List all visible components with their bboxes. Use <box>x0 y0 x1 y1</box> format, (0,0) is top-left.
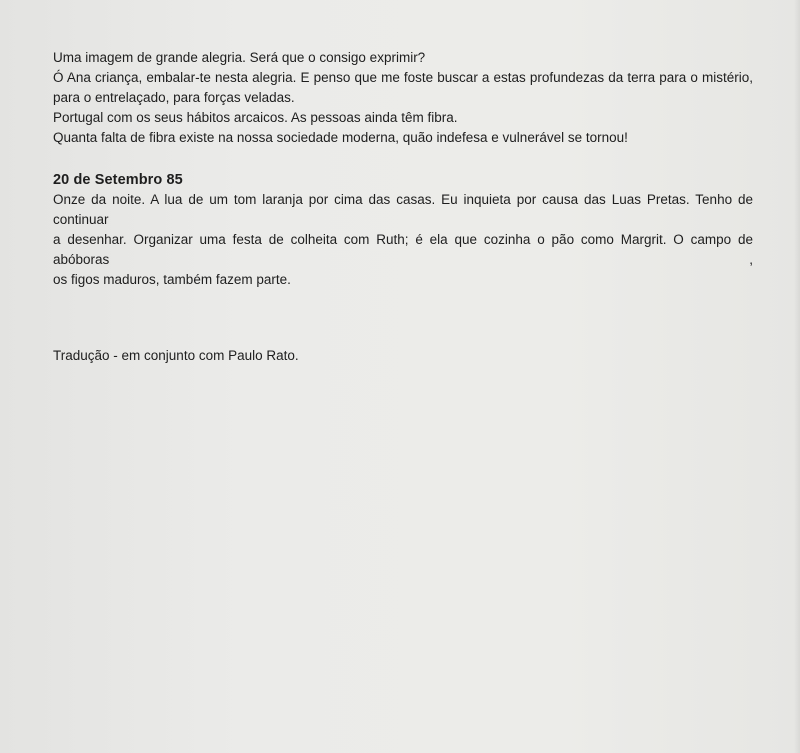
text-line: os figos maduros, também fazem parte. <box>53 272 291 287</box>
translation-credit: Tradução - em conjunto com Paulo Rato. <box>53 348 299 363</box>
text-line: Ó Ana criança, embalar-te nesta alegria. E penso que me foste buscar a estas profundezas da terra para o mistério, <box>53 70 753 85</box>
text-line: Uma imagem de grande alegria. Será que o consigo exprimir? <box>53 50 426 65</box>
text-line: a desenhar. Organizar uma festa de colheita com Ruth; é ela que cozinha o pão como Margrit. O campo de abóboras , <box>53 232 753 267</box>
entry-paragraph <box>53 190 753 290</box>
text-line: Quanta falta de fibra existe na nossa sociedade moderna, quão indefesa e vulnerável se tornou! <box>53 130 628 145</box>
text-line: Onze da noite. A lua de um tom laranja por cima das casas. Eu inquieta por causa das Luas Pretas. Tenho de continuar <box>53 192 753 227</box>
text-line: Portugal com os seus hábitos arcaicos. As pessoas ainda têm fibra. <box>53 110 458 125</box>
opening-paragraph <box>53 48 753 148</box>
entry-date-heading: 20 de Setembro 85 <box>53 172 183 188</box>
document-page <box>53 48 753 366</box>
page-edge-shadow <box>794 0 800 753</box>
text-line: para o entrelaçado, para forças veladas. <box>53 90 295 105</box>
